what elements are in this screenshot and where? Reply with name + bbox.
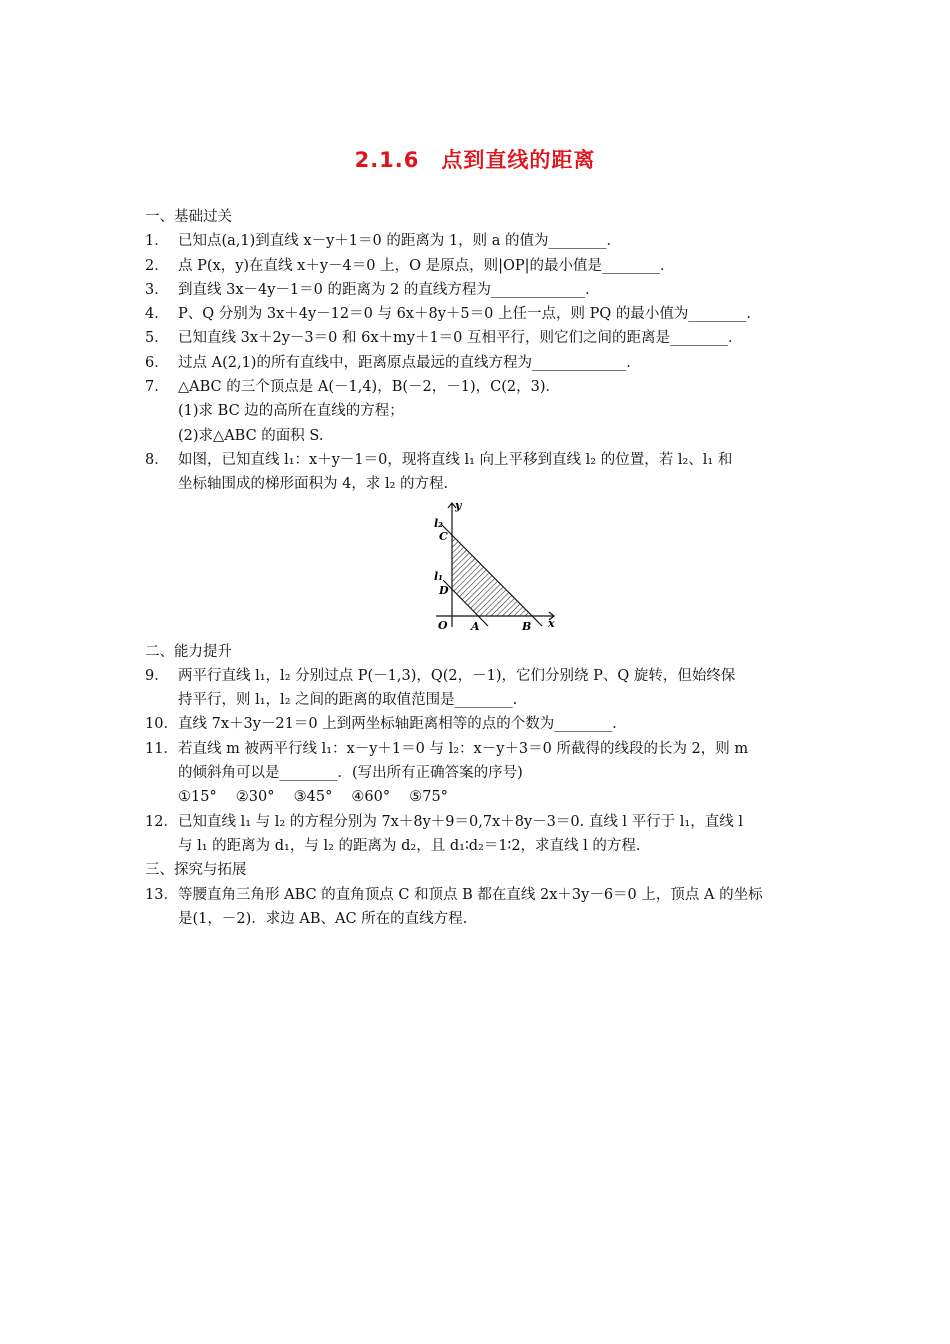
question-number: 3． [145,281,169,298]
question-text: 已知直线 3x＋2y－3＝0 和 6x＋my＋1＝0 互相平行，则它们之间的距离是________． [178,330,743,347]
question-5 [145,326,810,350]
question-9 [145,664,810,688]
question-text: 若直线 m 被两平行线 l₁：x－y＋1＝0 与 l₂：x－y＋3＝0 所截得的线段的长为 2，则 m [178,740,749,757]
question-number: 5． [145,330,169,347]
question-13 [145,883,810,907]
point-c-label: C [439,529,448,543]
point-d-label: D [439,583,449,597]
question-text: △ABC 的三个顶点是 A(－1,4)，B(－2，－1)，C(2，3)． [178,379,560,396]
question-6 [145,351,810,375]
question-11-continued: 的倾斜角可以是________．(写出所有正确答案的序号) [178,765,523,782]
question-number: 9． [145,667,169,684]
y-axis-label: y [455,498,462,512]
question-text: 点 P(x，y)在直线 x＋y－4＝0 上，O 是原点，则|OP|的最小值是________． [178,257,675,274]
point-b-label: B [522,619,532,633]
origin-label: O [438,618,448,632]
question-12-continued: 与 l₁ 的距离为 d₁，与 l₂ 的距离为 d₂，且 d₁∶d₂＝1∶2，求直线 l 的方程. [178,837,641,854]
question-text: 如图，已知直线 l₁：x＋y－1＝0，现将直线 l₁ 向上平移到直线 l₂ 的位置，若 l₂、l₁ 和 [178,451,733,468]
coordinate-diagram [421,499,561,635]
question-text: 等腰直角三角形 ABC 的直角顶点 C 和顶点 B 都在直线 2x＋3y－6＝0 上，顶点 A 的坐标 [178,886,763,903]
question-number: 1． [145,233,169,250]
question-number: 11． [145,740,178,757]
question-2 [145,254,810,278]
section-heading-ability: 二、能力提升 [145,643,232,660]
question-7-part-1: (1)求 BC 边的高所在直线的方程； [178,403,404,420]
question-10 [145,712,810,736]
question-text: 两平行直线 l₁，l₂ 分别过点 P(－1,3)，Q(2，－1)，它们分别绕 P、Q 旋转，但始终保 [178,667,736,684]
question-number: 12． [145,813,178,830]
question-9-continued: 持平行，则 l₁，l₂ 之间的距离的取值范围是________. [178,692,518,709]
section-heading-explore: 三、探究与拓展 [145,862,247,879]
question-number: 7． [145,379,169,396]
question-7 [145,375,810,399]
question-12 [145,810,810,834]
l1-label: l₁ [434,569,443,583]
point-a-label: A [471,619,480,633]
question-8-continued: 坐标轴围成的梯形面积为 4，求 l₂ 的方程. [178,476,449,493]
question-11 [145,737,810,761]
x-axis-label: x [548,616,555,630]
question-1 [145,229,810,253]
question-number: 4． [145,306,169,323]
question-11-options: ①15° ②30° ③45° ④60° ⑤75° [178,789,448,806]
trapezoid-figure [145,497,810,640]
question-text: 已知点(a,1)到直线 x－y＋1＝0 的距离为 1，则 a 的值为________． [178,233,622,250]
question-4 [145,302,810,326]
question-number: 10． [145,716,178,733]
question-number: 8． [145,451,169,468]
question-7-part-2: (2)求△ABC 的面积 S. [178,427,324,444]
worksheet-body [145,205,810,931]
question-number: 2． [145,257,169,274]
question-number: 6． [145,354,169,371]
question-text: P、Q 分别为 3x＋4y－12＝0 与 6x＋8y＋5＝0 上任一点，则 PQ 的最小值为________． [178,306,761,323]
question-text: 已知直线 l₁ 与 l₂ 的方程分别为 7x＋8y＋9＝0,7x＋8y－3＝0. 直线 l 平行于 l₁，直线 l [178,813,743,830]
question-3 [145,278,810,302]
question-13-continued: 是(1，－2)．求边 AB、AC 所在的直线方程. [178,910,468,927]
section-heading-basic: 一、基础过关 [145,209,232,225]
question-8 [145,448,810,472]
page-title: 2.1.6 点到直线的距离 [354,148,596,172]
question-text: 到直线 3x－4y－1＝0 的距离为 2 的直线方程为_____________． [178,281,600,298]
question-text: 过点 A(2,1)的所有直线中，距离原点最远的直线方程为_____________． [178,354,641,371]
question-text: 直线 7x＋3y－21＝0 上到两坐标轴距离相等的点的个数为________． [178,716,627,733]
l2-label: l₂ [434,516,443,530]
question-number: 13． [145,886,178,903]
